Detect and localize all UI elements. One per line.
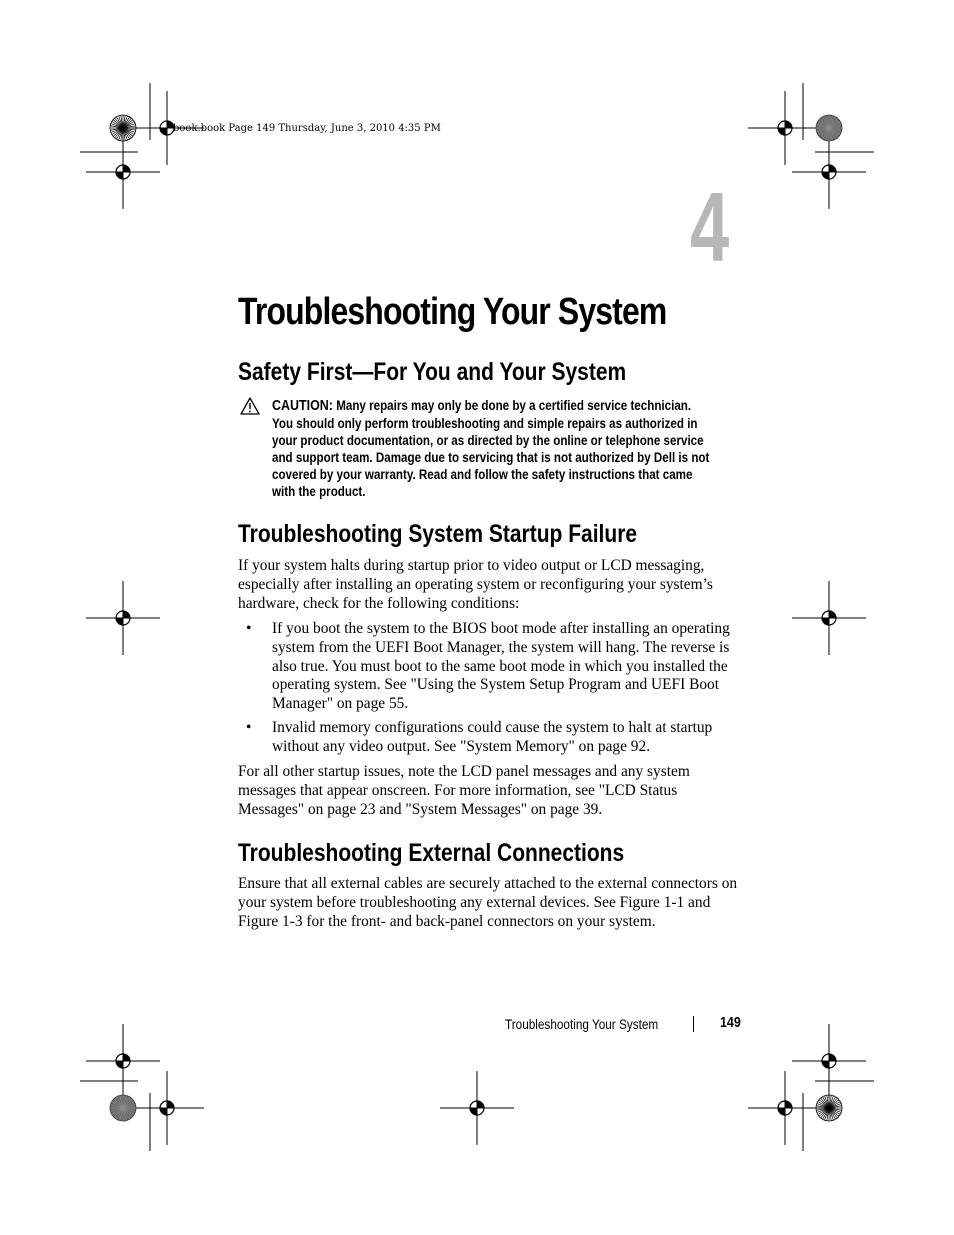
caution-text: Many repairs may only be done by a certified service technician. You should only perform troubleshooting and simple repairs as authorized in your product documentation, or as directed by the online or telephone service and support team. Damage due to servicing that is not authorized by Dell is not covered by your warranty. Read and follow the safety instructions that came with the product. bbox=[272, 398, 710, 500]
registration-mark bbox=[748, 1071, 822, 1145]
registration-mark bbox=[792, 135, 866, 209]
section-heading-safety: Safety First—For You and Your System bbox=[238, 358, 627, 386]
section-heading-external: Troubleshooting External Connections bbox=[238, 839, 625, 867]
registration-mark bbox=[440, 1071, 514, 1145]
caution-note bbox=[272, 397, 711, 501]
page-number: 149 bbox=[720, 1015, 741, 1031]
startup-bullet-2: Invalid memory configurations could cause the system to halt at startup without any video output. See "System Memory" on page 92. bbox=[272, 719, 713, 755]
caution-icon bbox=[240, 397, 260, 415]
section-heading-startup: Troubleshooting System Startup Failure bbox=[238, 520, 638, 548]
registration-mark bbox=[748, 91, 822, 165]
startup-bullet-1: If you boot the system to the BIOS boot mode after installing an operating system from the UEFI Boot Manager, the system will hang. The reverse is also true. You must boot to the same boot mode in which you installed the operating system. See "Using the System Setup Program and UEFI Boot Manager" on page 55. bbox=[272, 620, 730, 713]
startup-intro: If your system halts during startup prior to video output or LCD messaging, especially after installing an operating system or reconfiguring your system’s hardware, check for the following conditions: bbox=[238, 557, 713, 612]
grey-target-mark bbox=[816, 115, 842, 141]
slug-line: book.book Page 149 Thursday, June 3, 2010 4:35 PM bbox=[173, 123, 441, 134]
external-text: Ensure that all external cables are securely attached to the external connectors on your system before troubleshooting any external devices. See Figure 1-1 and Figure 1-3 for the front- and back-panel connectors on your system. bbox=[238, 875, 738, 930]
startup-outro: For all other startup issues, note the LCD panel messages and any system messages that appear onscreen. For more information, see "LCD Status Messages" on page 23 and "System Messages" on page 39. bbox=[238, 763, 690, 818]
starburst-mark bbox=[816, 1095, 842, 1121]
chapter-title: Troubleshooting Your System bbox=[238, 291, 667, 333]
grey-target-mark bbox=[110, 1095, 136, 1121]
caution-label: CAUTION: bbox=[272, 398, 333, 414]
footer-title: Troubleshooting Your System bbox=[505, 1016, 659, 1032]
registration-mark bbox=[130, 1071, 204, 1145]
bullet-marker: • bbox=[246, 719, 252, 736]
registration-mark bbox=[792, 1024, 866, 1098]
bullet-marker: • bbox=[246, 620, 252, 637]
registration-mark bbox=[792, 581, 866, 655]
registration-mark bbox=[86, 581, 160, 655]
footer-separator bbox=[693, 1016, 694, 1032]
registration-mark bbox=[86, 135, 160, 209]
chapter-number: 4 bbox=[690, 172, 728, 282]
registration-mark bbox=[86, 1024, 160, 1098]
starburst-mark bbox=[110, 115, 136, 141]
